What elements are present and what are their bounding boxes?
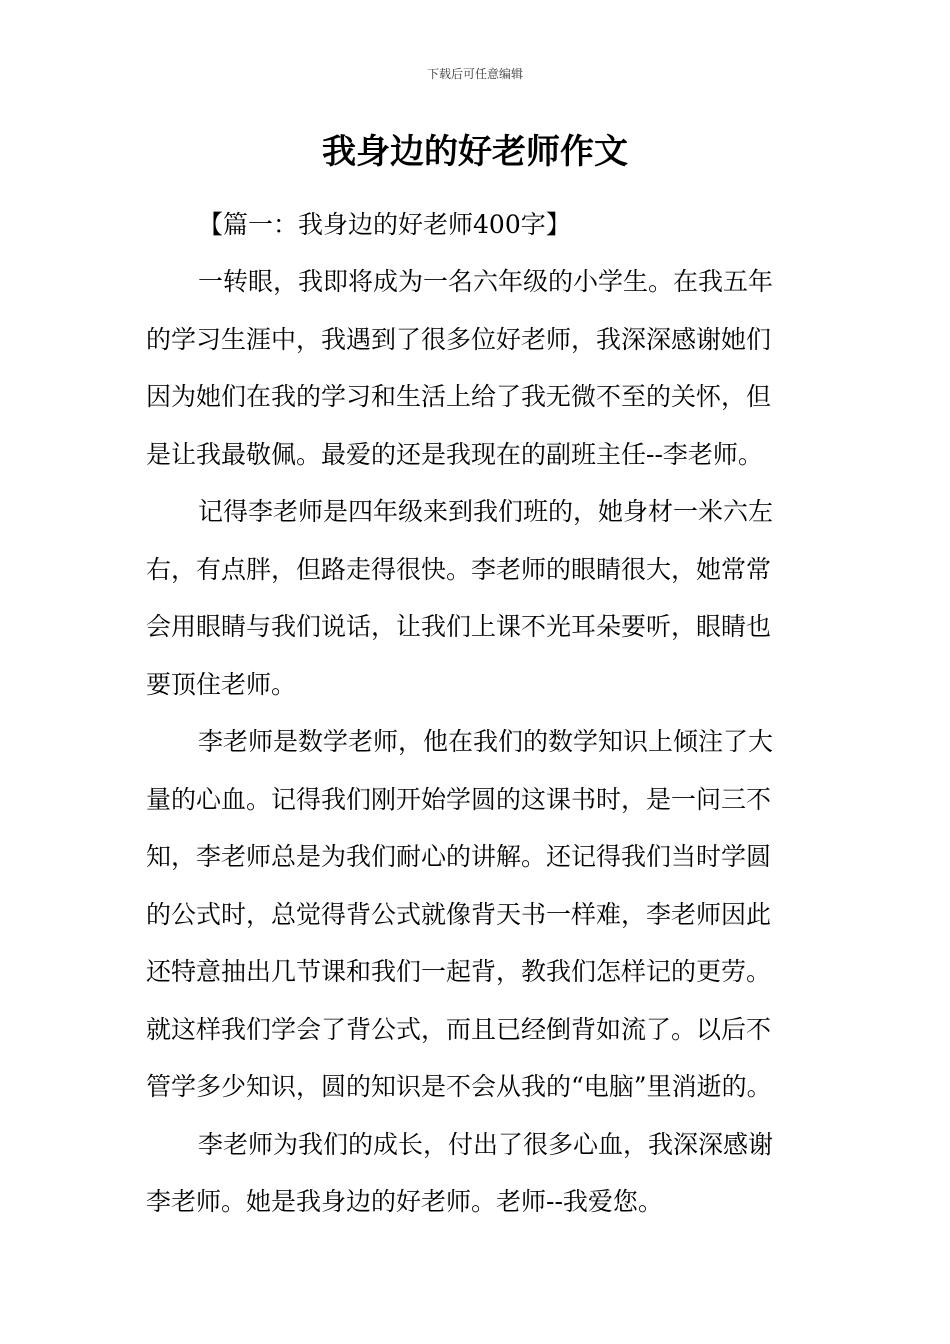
paragraph-line: 量的心血。记得我们刚开始学圆的这课书时，是一问三不 (146, 784, 772, 814)
paragraph-line: 要顶住老师。 (146, 669, 297, 699)
paragraph-line: 李老师是数学老师，他在我们的数学知识上倾注了大 (198, 727, 774, 756)
paragraph-line: 因为她们在我的学习和生活上给了我无微不至的关怀，但 (146, 382, 772, 411)
paragraph-line: 的公式时，总觉得背公式就像背天书一样难，李老师因此 (146, 899, 772, 929)
document-title: 我身边的好老师作文 (322, 132, 628, 172)
paragraph-line: 李老师。她是我身边的好老师。老师--我爱您。 (146, 1187, 663, 1216)
paragraph-line: 一转眼，我即将成为一名六年级的小学生。在我五年 (198, 267, 774, 296)
paragraph-line: 李老师为我们的成长，付出了很多心血，我深深感谢 (198, 1129, 774, 1159)
paragraph-3 (146, 713, 808, 1116)
paragraph-line: 知，李老师总是为我们耐心的讲解。还记得我们当时学圆 (146, 842, 772, 871)
paragraph-1 (146, 253, 808, 483)
document-body (146, 196, 808, 1231)
paragraph-line: 会用眼睛与我们说话，让我们上课不光耳朵要听，眼睛也 (146, 612, 772, 641)
paragraph-line: 就这样我们学会了背公式，而且已经倒背如流了。以后不 (146, 1014, 772, 1044)
paragraph-2 (146, 483, 808, 713)
paragraph-line: 还特意抽出几节课和我们一起背，教我们怎样记的更劳。 (146, 957, 772, 986)
section-heading: 【篇一：我身边的好老师400字】 (198, 210, 571, 239)
paragraph-line: 是让我最敬佩。最爱的还是我现在的副班主任--李老师。 (146, 439, 763, 469)
header-note: 下载后可任意编辑 (426, 67, 523, 81)
paragraph-line: 的学习生涯中，我遇到了很多位好老师，我深深感谢她们 (146, 324, 772, 354)
paragraph-line: 管学多少知识，圆的知识是不会从我的“电脑”里消逝的。 (146, 1072, 772, 1101)
paragraph-line: 右，有点胖，但路走得很快。李老师的眼睛很大，她常常 (146, 554, 772, 584)
paragraph-4 (146, 1116, 808, 1231)
paragraph-line: 记得李老师是四年级来到我们班的，她身材一米六左 (198, 497, 774, 526)
